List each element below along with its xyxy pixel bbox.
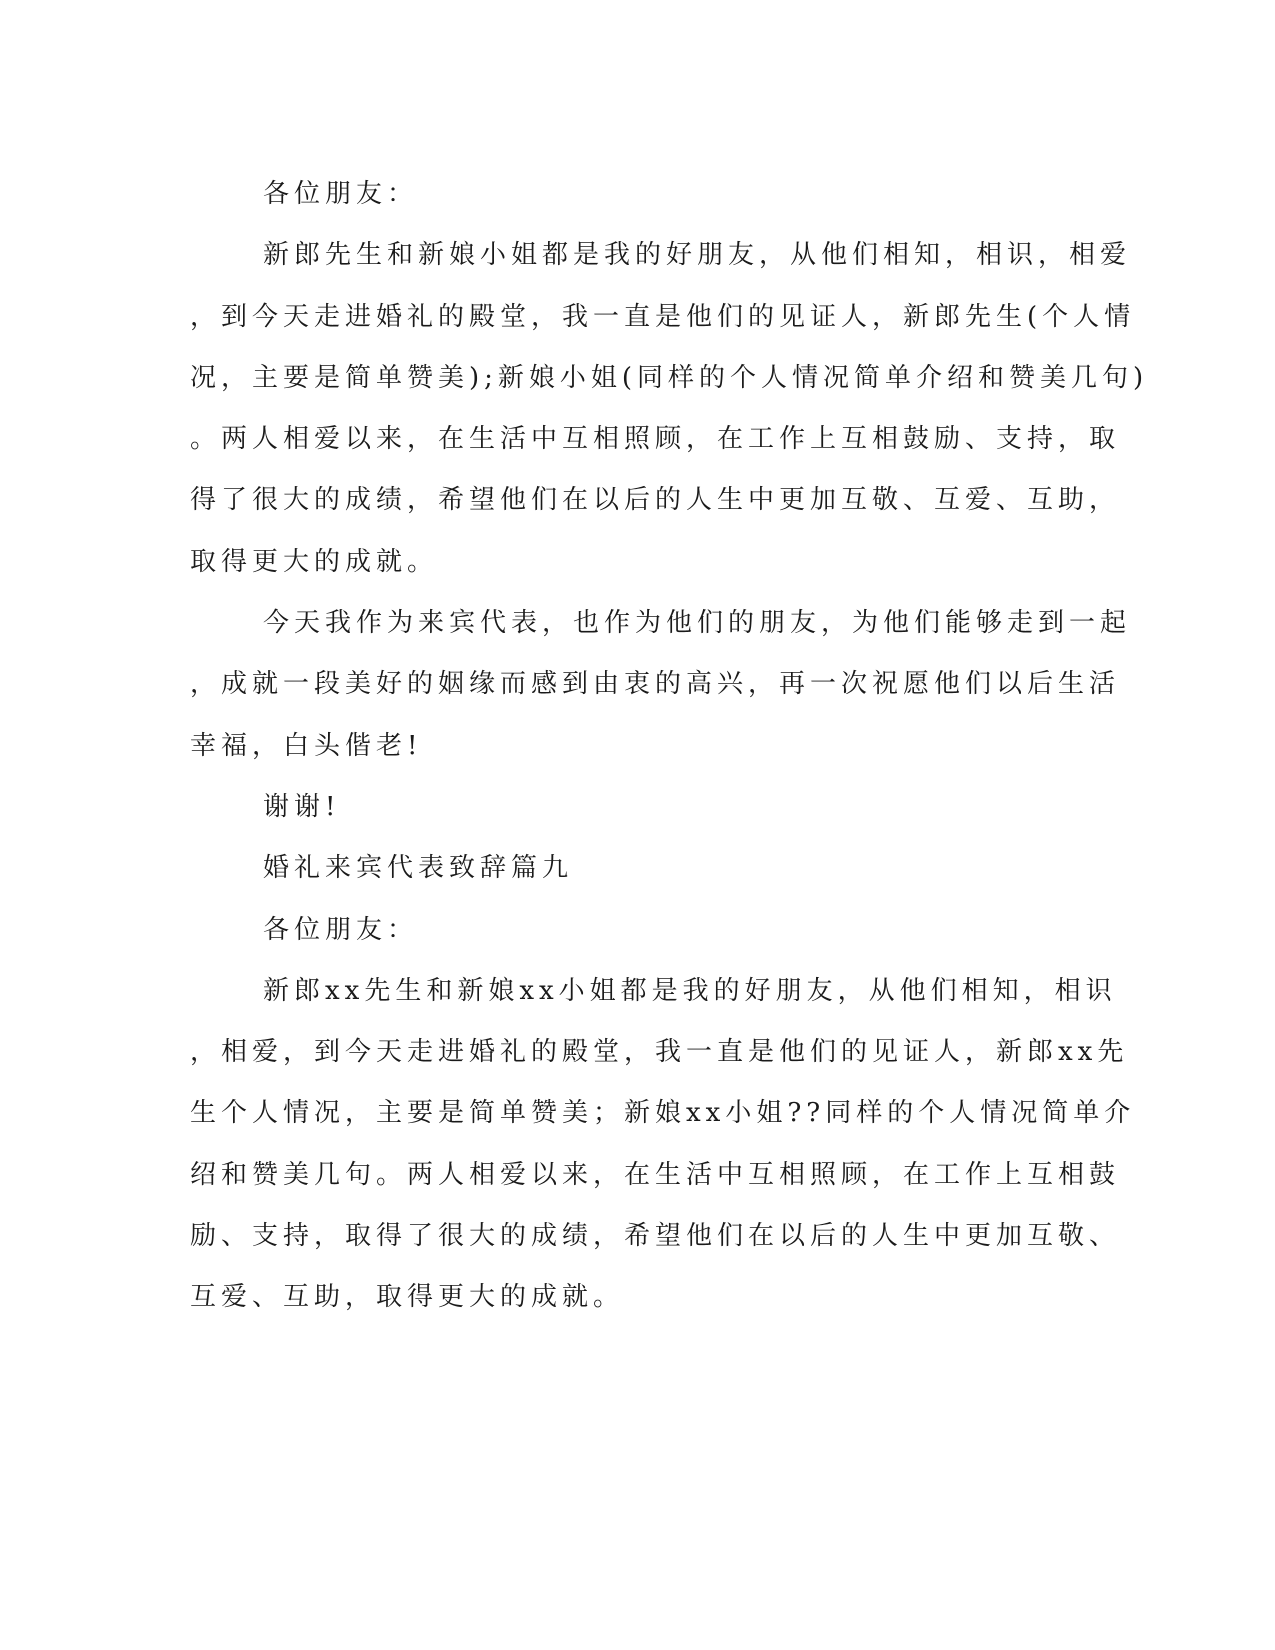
paragraph-line: 新郎先生和新娘小姐都是我的好朋友，从他们相知，相识，相爱 xyxy=(263,240,1132,271)
paragraph-line: 励、支持，取得了很大的成绩，希望他们在以后的人生中更加互敬、 xyxy=(190,1221,1121,1252)
paragraph-line: 生个人情况，主要是简单赞美；新娘xx小姐??同样的个人情况简单介 xyxy=(190,1098,1136,1129)
thanks-line: 谢谢! xyxy=(263,791,341,822)
salutation: 各位朋友： xyxy=(263,914,419,945)
paragraph-line: 新郎xx先生和新娘xx小姐都是我的好朋友，从他们相知，相识 xyxy=(263,975,1117,1006)
salutation: 各位朋友： xyxy=(263,179,419,209)
paragraph-line: 得了很大的成绩，希望他们在以后的人生中更加互敬、互爱、互助， xyxy=(190,485,1121,516)
paragraph-line: 。两人相爱以来，在生活中互相照顾，在工作上互相鼓励、支持，取 xyxy=(190,424,1121,455)
paragraph-line: 绍和赞美几句。两人相爱以来，在生活中互相照顾，在工作上互相鼓 xyxy=(190,1159,1121,1190)
paragraph-line: ，到今天走进婚礼的殿堂，我一直是他们的见证人，新郎先生(个人情 xyxy=(190,301,1136,332)
paragraph-line: 况，主要是简单赞美);新娘小姐(同样的个人情况简单介绍和赞美几句) xyxy=(190,362,1149,393)
paragraph-line: ，成就一段美好的姻缘而感到由衷的高兴，再一次祝愿他们以后生活 xyxy=(190,669,1121,700)
paragraph-line: 幸福，白头偕老! xyxy=(190,730,423,761)
document-body xyxy=(190,164,1149,1329)
paragraph-line: 取得更大的成就。 xyxy=(190,546,439,577)
paragraph-line: 互爱、互助，取得更大的成就。 xyxy=(190,1282,625,1313)
paragraph-line: ，相爱，到今天走进婚礼的殿堂，我一直是他们的见证人，新郎xx先 xyxy=(190,1037,1129,1068)
section-heading: 婚礼来宾代表致辞篇九 xyxy=(263,853,574,884)
paragraph-line: 今天我作为来宾代表，也作为他们的朋友，为他们能够走到一起 xyxy=(263,608,1132,639)
